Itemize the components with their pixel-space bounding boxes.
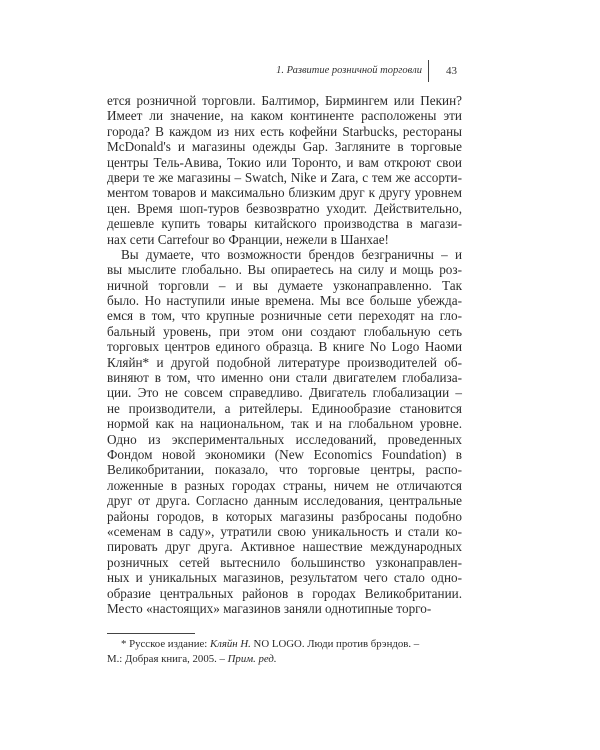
- text-line: образие центральных районов в городах Великобритании.: [107, 585, 462, 601]
- text-line: ции. Это не совсем справедливо. Двигатель глобализации –: [107, 385, 462, 401]
- text-line: центры Тель-Авива, Токио или Торонто, и вам откроют свои: [107, 154, 462, 170]
- footnote-publisher: М.: Добрая книга, 2005. –: [107, 653, 228, 665]
- text-line: виняют в том, что именно они стали двигателем глобализа-: [107, 370, 462, 386]
- footnote-line-2: [107, 652, 462, 667]
- header-divider: [428, 60, 429, 82]
- text-line: районы городов, в которых магазины разбросаны подобно: [107, 508, 462, 524]
- text-line: ется розничной торговли. Балтимор, Бирмингем или Пекин?: [107, 93, 462, 108]
- text-line: Место «настоящих» магазинов заняли однотипные торго-: [107, 600, 432, 616]
- page-header: [0, 60, 600, 82]
- text-line: Великобритании, показало, что торговые центры, распо-: [107, 462, 462, 478]
- text-line: было. Но наступили иные времена. Мы все больше убежда-: [107, 293, 462, 309]
- footnote-editor-note: Прим. ред.: [227, 653, 277, 665]
- body-text: [107, 93, 462, 616]
- footnote: [107, 637, 462, 667]
- footnote-prefix: * Русское издание:: [121, 638, 210, 650]
- text-line: McDonald's и магазины одежды Gap. Загляните в торговые: [107, 139, 462, 155]
- text-line: Вы думаете, что возможности брендов безграничны – и: [121, 246, 462, 262]
- text-line: дешевле купить товары китайского производства в магази-: [107, 216, 462, 232]
- text-line: ных и уникальных магазинов, результатом чего стало одно-: [107, 570, 462, 586]
- text-line: цен. Время шоп-туров безвозвратно уходит. Действительно,: [107, 200, 462, 216]
- text-line: города? В каждом из них есть кофейни Starbucks, рестораны: [107, 123, 462, 139]
- text-line: торговых центров единого образца. В книге No Logo Наоми: [107, 339, 462, 355]
- footnote-title: NO LOGO. Люди против брэндов. –: [250, 638, 420, 650]
- text-line: ментом товаров и максимально близким друг к другу уровнем: [107, 185, 462, 201]
- text-line: нормой как на национальном, так и на глобальном уровне.: [107, 416, 462, 432]
- footnote-author: Кляйн Н.: [210, 638, 251, 650]
- text-line: друг от друга. Согласно данным исследования, центральные: [107, 493, 462, 509]
- text-line: ничной торговли – и вы думаете узконаправленно. Так: [107, 277, 462, 293]
- text-line: Одно из экспериментальных исследований, проведенных: [107, 431, 462, 447]
- running-title: 1. Развитие розничной торговли: [276, 65, 422, 76]
- text-line: пировать друг друга. Активное нашествие международных: [107, 539, 462, 555]
- text-line: нах сети Carrefour во Франции, нежели в Шанхае!: [107, 231, 389, 247]
- text-line: двери те же магазины – Swatch, Nike и Zara, с тем же ассорти-: [107, 169, 462, 185]
- page-number: 43: [446, 65, 457, 77]
- text-line: вы мыслите глобально. Вы опираетесь на силу и мощь роз-: [107, 262, 462, 278]
- text-line: ложенные в разных городах страны, ничем не отличаются: [107, 477, 462, 493]
- footnote-divider: [107, 633, 195, 634]
- text-line: не производители, а ритейлеры. Единообразие становится: [107, 400, 462, 416]
- text-line: Имеет ли значение, на каком континенте расположены эти: [107, 108, 462, 124]
- text-line: розничных сетей вытеснило большинство узконаправлен-: [107, 554, 462, 570]
- text-line: Кляйн* и другой подобной литературе производителей об-: [107, 354, 462, 370]
- text-line: бальный уровень, при этом они создают глобальную сеть: [107, 323, 462, 339]
- text-line: емся в том, что крупные розничные сети переходят на гло-: [107, 308, 462, 324]
- text-line: Фондом новой экономики (New Economics Foundation) в: [107, 446, 462, 462]
- footnote-line-1: [107, 637, 462, 652]
- text-line: «семенам в саду», утратили свою уникальность и стали ко-: [107, 523, 462, 539]
